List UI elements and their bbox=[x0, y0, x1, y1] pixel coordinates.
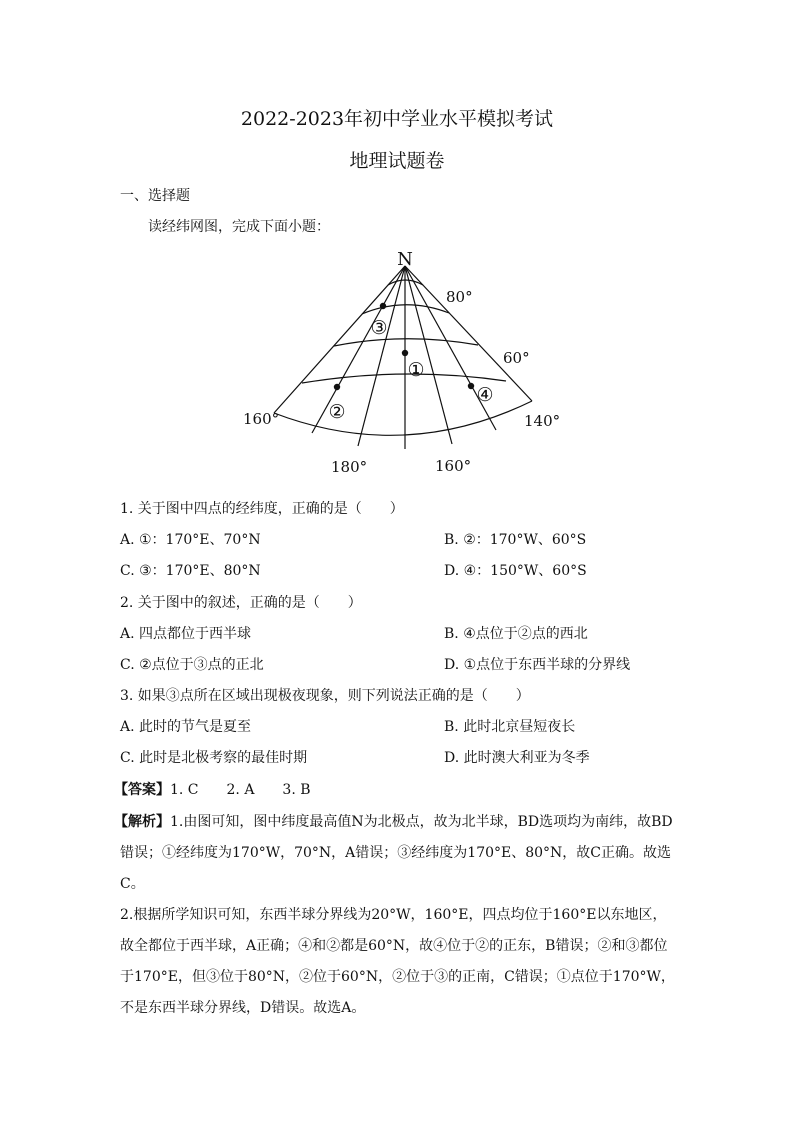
point-2-label: ② bbox=[328, 401, 346, 423]
question-3-option-a: A. 此时的节气是夏至 bbox=[120, 719, 252, 735]
lat-label-80: 80° bbox=[446, 288, 473, 306]
exam-subtitle: 地理试题卷 bbox=[349, 150, 445, 172]
section-heading: 一、选择题 bbox=[120, 188, 190, 204]
question-1-option-b: B. ②：170°W、60°S bbox=[444, 532, 587, 548]
analysis-line-1: 【解析】1.由图可知，图中纬度最高值N为北极点，故为北半球，BD选项均为南纬，故BD bbox=[114, 814, 673, 830]
point-3-label: ③ bbox=[370, 317, 388, 339]
analysis-tag: 【解析】 bbox=[114, 814, 170, 830]
question-2-option-a: A. 四点都位于西半球 bbox=[120, 626, 252, 642]
question-3-option-b: B. 此时北京昼短夜长 bbox=[444, 719, 576, 735]
intro-text: 读经纬网图，完成下面小题： bbox=[148, 219, 330, 235]
lon-label-140: 140° bbox=[524, 412, 561, 430]
point-2-dot bbox=[334, 384, 340, 390]
lon-label-180: 180° bbox=[331, 458, 368, 476]
parallel-outer bbox=[274, 401, 532, 435]
analysis-line-4: 2.根据所学知识可知，东西半球分界线为20°W，160°E，四点均位于160°E以东地区， bbox=[120, 907, 667, 923]
analysis-line-2: 错误；①经纬度为170°W，70°N，A错误；③经纬度为170°E、80°N，故C正确。故选 bbox=[120, 845, 672, 861]
question-3-option-d: D. 此时澳大利亚为冬季 bbox=[444, 750, 590, 766]
question-2-option-d: D. ①点位于东西半球的分界线 bbox=[444, 657, 631, 673]
question-2-stem: 2. 关于图中的叙述，正确的是（ ） bbox=[120, 595, 362, 611]
question-2-option-b: B. ④点位于②点的西北 bbox=[444, 626, 588, 642]
exam-title: 2022-2023年初中学业水平模拟考试 bbox=[240, 108, 554, 130]
parallel-70n bbox=[334, 339, 478, 346]
answer-line bbox=[114, 781, 311, 799]
question-1-option-a: A. ①：170°E、70°N bbox=[120, 532, 261, 548]
north-pole-label: N bbox=[397, 249, 413, 270]
parallel-60n bbox=[302, 374, 506, 383]
analysis-line-3: C。 bbox=[120, 876, 145, 892]
question-1-option-c: C. ③：170°E、80°N bbox=[120, 563, 261, 579]
question-3-stem: 3. 如果③点所在区域出现极夜现象，则下列说法正确的是（ ） bbox=[120, 688, 530, 704]
analysis-line-7: 不是东西半球分界线，D错误。故选A。 bbox=[120, 1000, 366, 1016]
question-1-option-d: D. ④：150°W、60°S bbox=[444, 563, 587, 579]
lon-label-160-left: 160° bbox=[243, 410, 280, 428]
question-3-option-c: C. 此时是北极考察的最佳时期 bbox=[120, 750, 308, 766]
question-1-stem: 1. 关于图中四点的经纬度，正确的是（ ） bbox=[120, 501, 404, 517]
answer-tag: 【答案】 bbox=[114, 782, 170, 798]
analysis-line-6: 于170°E，但③位于80°N，②位于60°N，②位于③的正南，C错误；①点位于170°W， bbox=[120, 969, 675, 985]
point-3-dot bbox=[380, 303, 386, 309]
lon-label-160-bottom: 160° bbox=[435, 457, 472, 475]
graticule-lines bbox=[274, 266, 532, 449]
point-4-label: ④ bbox=[476, 384, 494, 406]
question-2-option-c: C. ②点位于③点的正北 bbox=[120, 657, 264, 673]
point-1-dot bbox=[402, 350, 408, 356]
lat-label-60: 60° bbox=[503, 349, 530, 367]
answer-text: 1. C 2. A 3. B bbox=[170, 782, 311, 798]
point-4-dot bbox=[468, 383, 474, 389]
graticule-figure bbox=[230, 244, 570, 484]
point-1-label: ① bbox=[407, 359, 425, 381]
point-markers bbox=[334, 303, 474, 390]
analysis-line-5: 故全都位于西半球，A正确；④和②都是60°N，故④位于②的正东，B错误；②和③都位 bbox=[120, 938, 668, 954]
